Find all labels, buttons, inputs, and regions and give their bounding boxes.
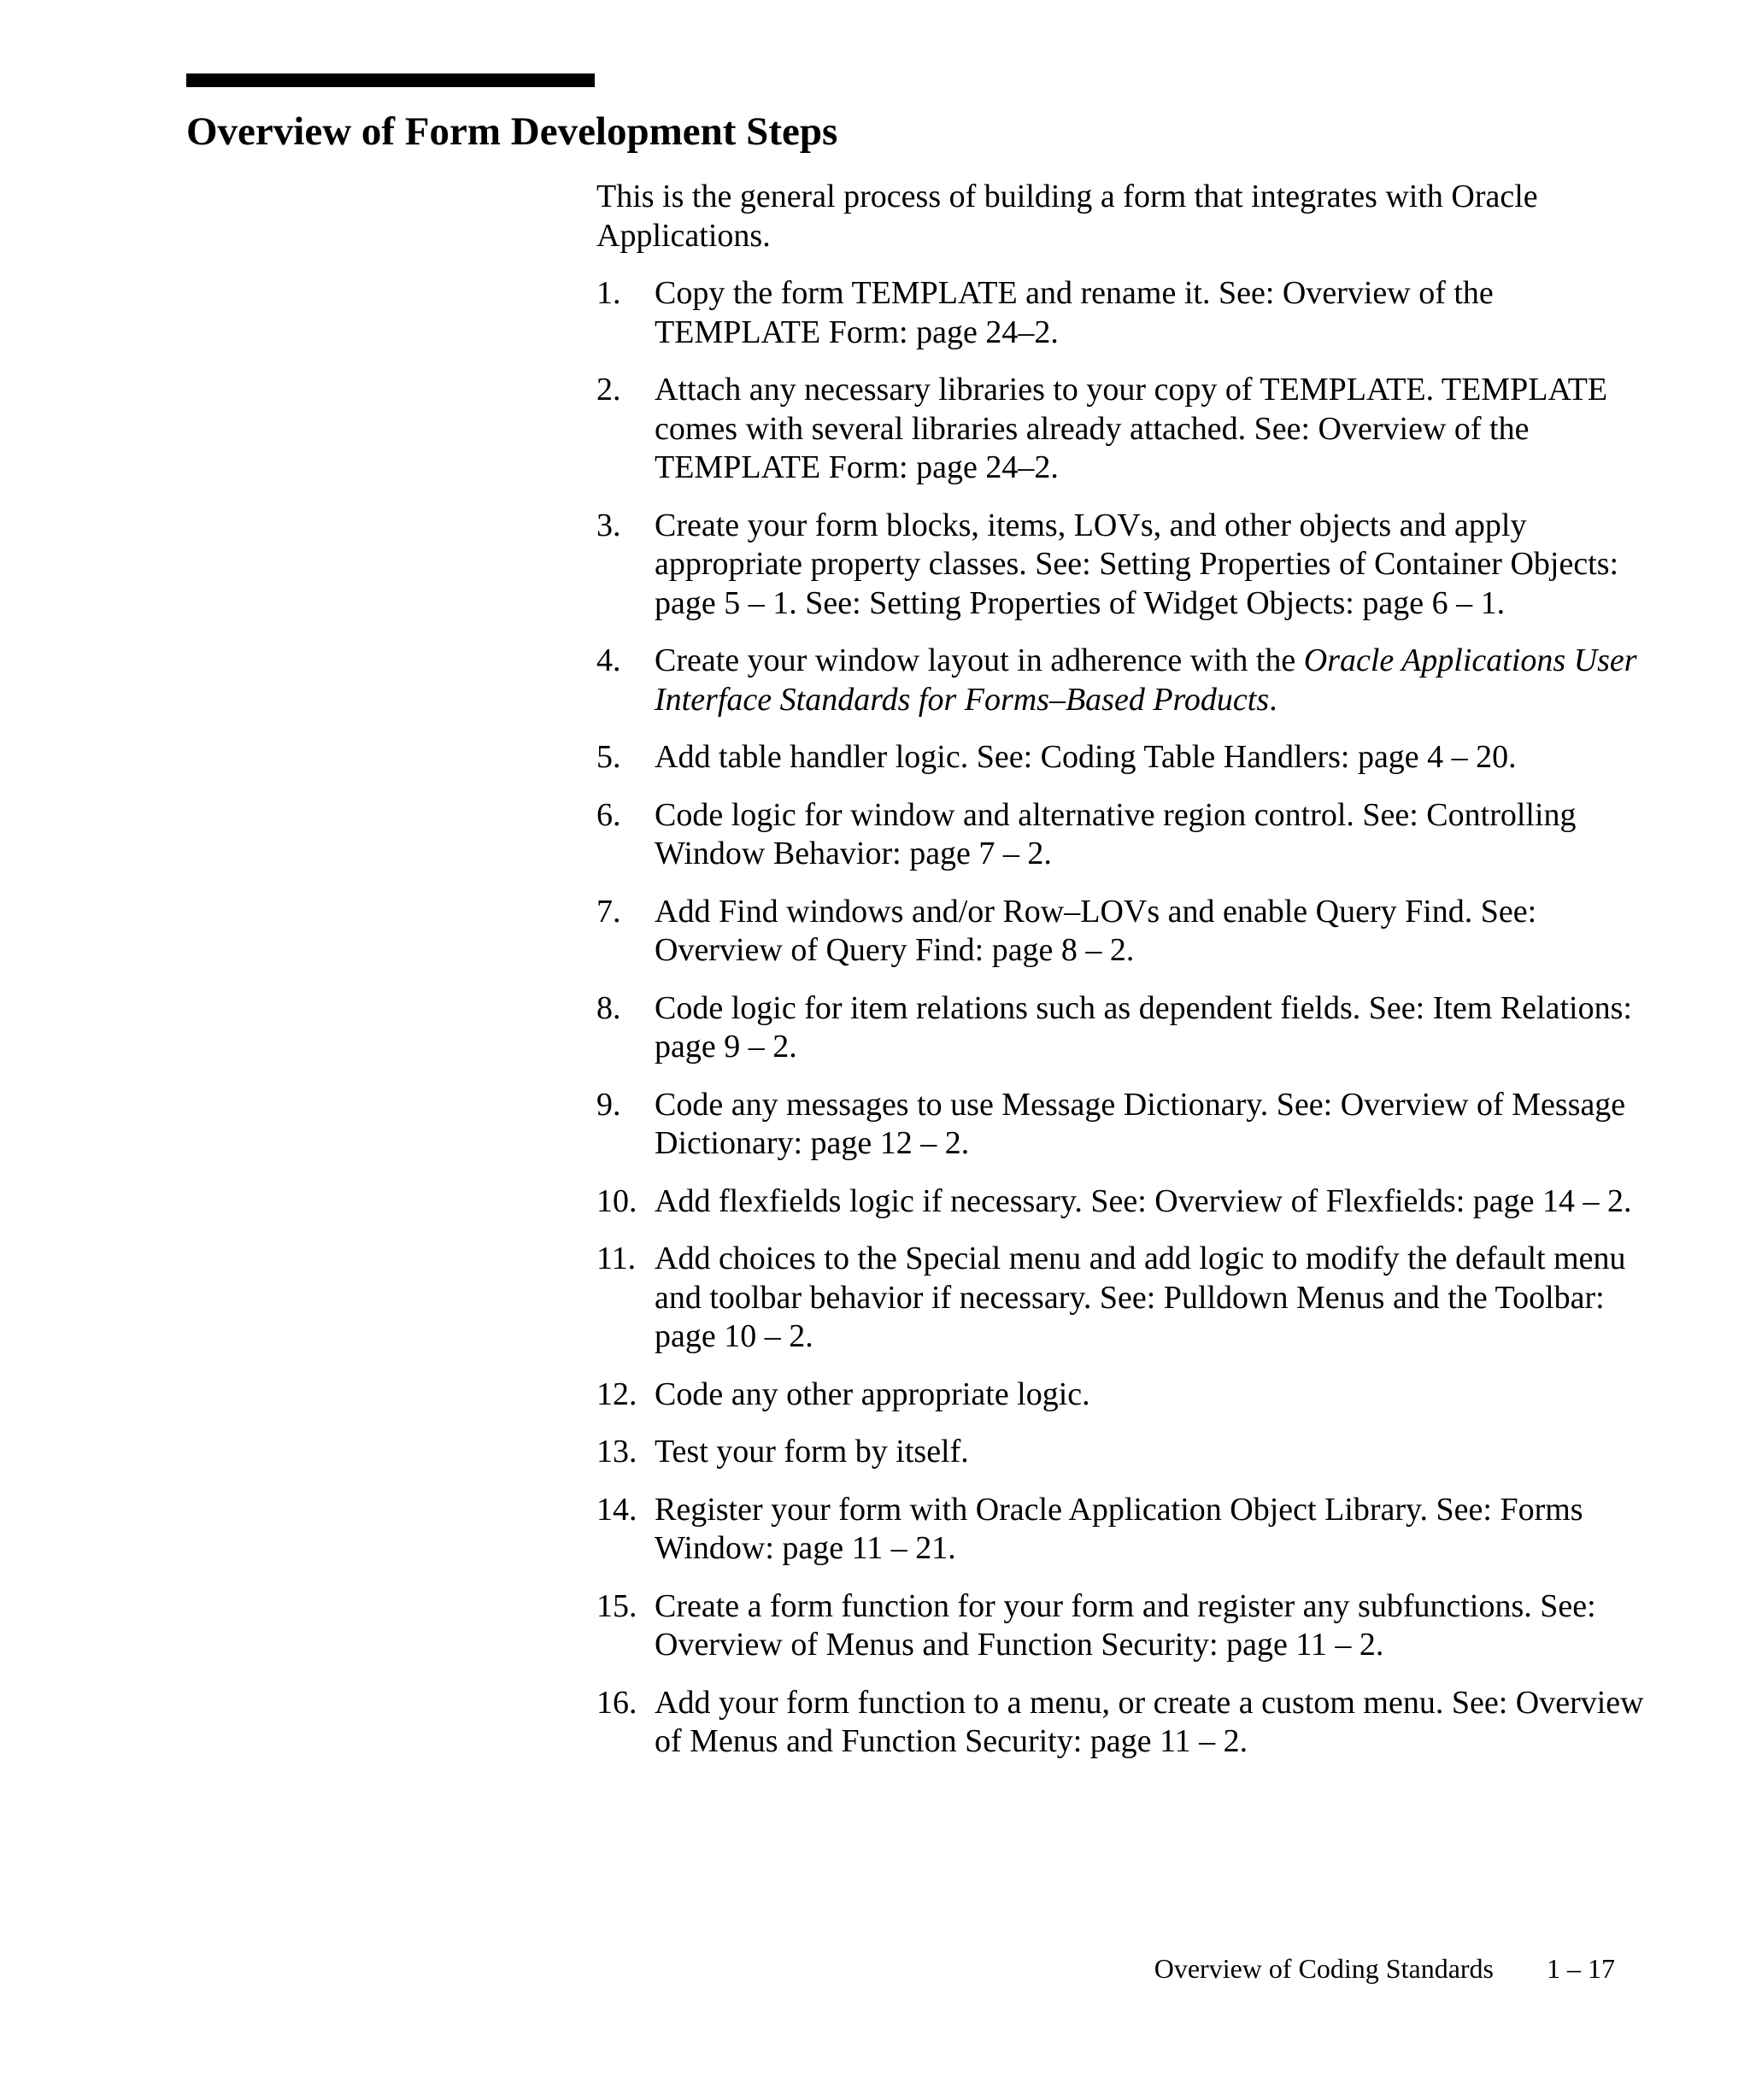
step-number: 7. [596, 893, 621, 930]
list-item [596, 642, 1647, 719]
step-text: Create a form function for your form and register any subfunctions. See: Overview of Menus and Function Security: page 11 – 2. [655, 1587, 1596, 1663]
list-item [596, 371, 1647, 488]
step-text [655, 642, 1647, 719]
footer-page-number: 1 – 17 [1547, 1953, 1615, 1984]
step-text-lead: Create your window layout in adherence with the [655, 642, 1304, 678]
step-text: Add flexfields logic if necessary. See: Overview of Flexfields: page 14 – 2. [655, 1182, 1632, 1219]
body-content [596, 178, 1647, 1780]
step-number: 14. [596, 1491, 637, 1528]
step-text: Copy the form TEMPLATE and rename it. See: Overview of the TEMPLATE Form: page 24–2. [655, 275, 1494, 350]
step-text: Add Find windows and/or Row–LOVs and enable Query Find. See: Overview of Query Find: page 8 – 2. [655, 893, 1537, 968]
step-number: 12. [596, 1376, 637, 1412]
list-item [596, 1587, 1647, 1665]
step-text: Add your form function to a menu, or create a custom menu. See: Overview of Menus and Function Security: page 11 – 2. [655, 1684, 1644, 1759]
step-number: 11. [596, 1241, 637, 1276]
list-item [596, 1376, 1647, 1415]
list-item [596, 274, 1647, 352]
step-text: Code any other appropriate logic. [655, 1376, 1090, 1412]
section-rule [186, 73, 595, 87]
step-number: 16. [596, 1684, 637, 1721]
step-number: 5. [596, 739, 621, 775]
step-number: 9. [596, 1086, 621, 1123]
step-number: 10. [596, 1182, 637, 1219]
step-number: 15. [596, 1587, 637, 1624]
step-text: Attach any necessary libraries to your copy of TEMPLATE. TEMPLATE comes with several libraries already attached. See: Overview of the TEMPLATE Form: page 24–2. [655, 372, 1608, 485]
step-number: 4. [596, 642, 621, 678]
step-text: Code logic for item relations such as dependent fields. See: Item Relations: page 9 – 2. [655, 989, 1632, 1065]
list-item [596, 893, 1647, 971]
list-item [596, 738, 1647, 777]
list-item [596, 507, 1647, 624]
step-text: Add choices to the Special menu and add logic to modify the default menu and toolbar behavior if necessary. See: Pulldown Menus and the Toolbar: page 10 – 2. [655, 1241, 1626, 1354]
list-item [596, 989, 1647, 1067]
step-number: 3. [596, 507, 621, 543]
list-item [596, 796, 1647, 874]
list-item [596, 1684, 1647, 1762]
step-number: 2. [596, 372, 621, 408]
step-text: Add table handler logic. See: Coding Table Handlers: page 4 – 20. [655, 739, 1517, 775]
publication-title: Oracle Applications User Interface Standards for Forms–Based Products [655, 642, 1637, 718]
list-item [596, 1433, 1647, 1472]
list-item [596, 1182, 1647, 1222]
intro-paragraph: This is the general process of building a form that integrates with Oracle Applications. [596, 179, 1538, 254]
list-item [596, 1491, 1647, 1569]
list-item [596, 1086, 1647, 1164]
step-number: 6. [596, 796, 621, 833]
page-title: Overview of Form Development Steps [186, 109, 838, 154]
step-text: Create your form blocks, items, LOVs, and other objects and apply appropriate property classes. See: Setting Properties of Container Objects: page 5 – 1. See: Setting Properties of Widget Objects: page 6 – 1. [655, 507, 1619, 621]
steps-list [596, 274, 1647, 1762]
step-number: 13. [596, 1434, 637, 1469]
step-text: Test your form by itself. [655, 1434, 969, 1469]
step-number: 1. [596, 275, 621, 311]
footer-section-title: Overview of Coding Standards [1154, 1953, 1494, 1984]
step-text: Code logic for window and alternative region control. See: Controlling Window Behavior: page 7 – 2. [655, 796, 1577, 871]
step-text: Code any messages to use Message Dictionary. See: Overview of Message Dictionary: page 12 – 2. [655, 1086, 1626, 1161]
list-item [596, 1240, 1647, 1357]
step-number: 8. [596, 989, 621, 1026]
step-text-trail: . [1269, 681, 1277, 718]
step-text: Register your form with Oracle Application Object Library. See: Forms Window: page 11 – 21. [655, 1491, 1583, 1566]
